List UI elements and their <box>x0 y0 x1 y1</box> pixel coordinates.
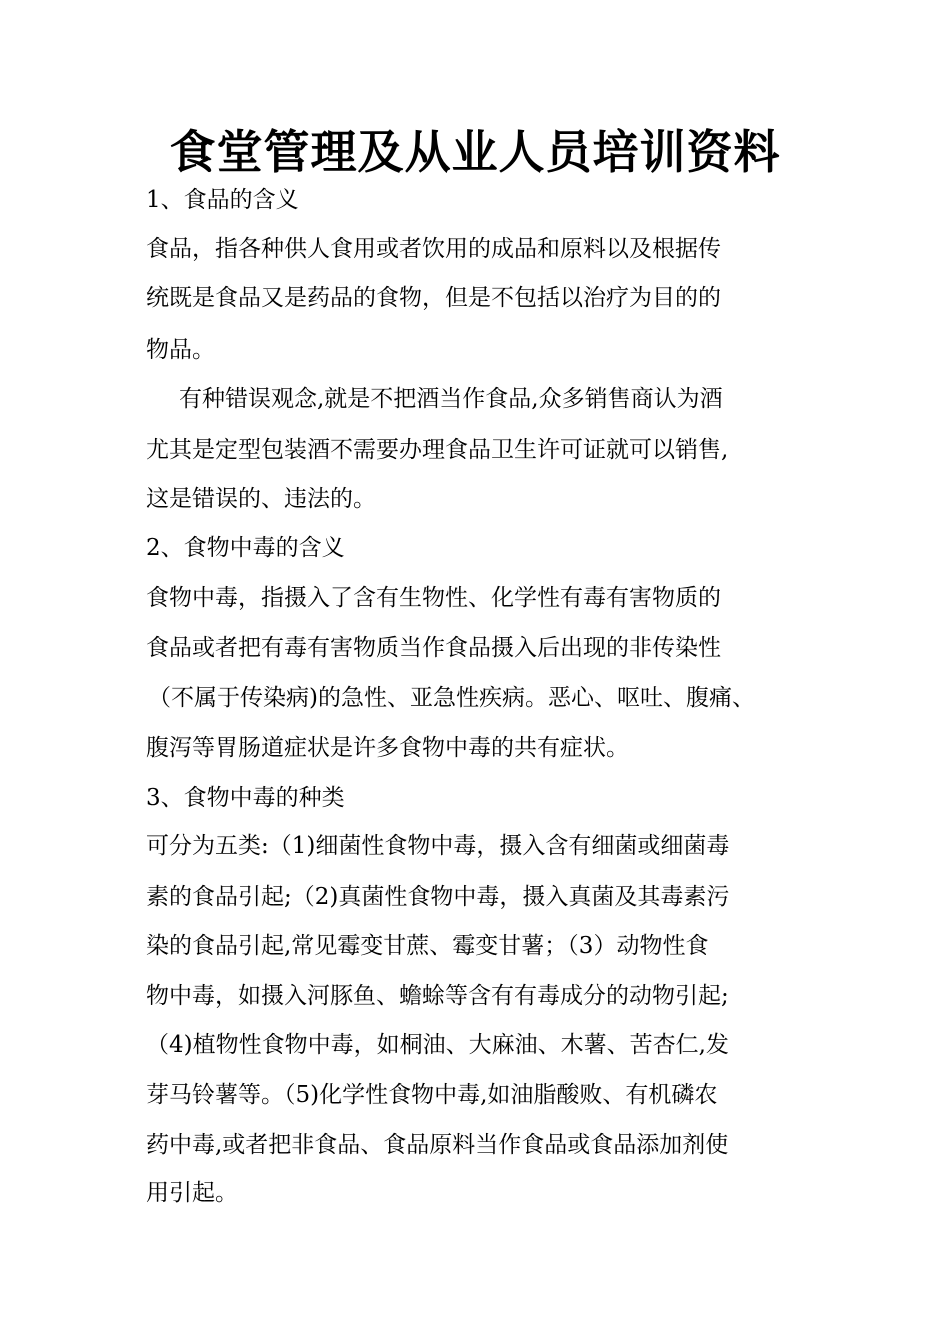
paragraph-line: 食品或者把有毒有害物质当作食品摄入后出现的非传染性 <box>146 635 721 661</box>
paragraph-line: 食物中毒，指摄入了含有生物性、化学性有毒有害物质的 <box>146 585 721 611</box>
paragraph-line: （不属于传染病)的急性、亚急性疾病。恶心、呕吐、腹痛、 <box>148 685 755 711</box>
paragraph-line: 这是错误的、违法的。 <box>146 486 376 512</box>
paragraph-line: 物中毒，如摄入河豚鱼、蟾蜍等含有有毒成分的动物引起; <box>146 983 729 1009</box>
paragraph-line: 芽马铃薯等。（5)化学性食物中毒,如油脂酸败、有机磷农 <box>146 1082 718 1108</box>
paragraph-line: 可分为五类:（1)细菌性食物中毒，摄入含有细菌或细菌毒 <box>146 833 730 859</box>
paragraph-line: 有种错误观念,就是不把酒当作食品,众多销售商认为酒 <box>179 386 723 412</box>
paragraph-line: （4)植物性食物中毒，如桐油、大麻油、木薯、苦杏仁,发 <box>146 1032 729 1058</box>
page-title: 食堂管理及从业人员培训资料 <box>169 125 781 179</box>
paragraph-line: 腹泻等胃肠道症状是许多食物中毒的共有症状。 <box>146 735 629 761</box>
paragraph-line: 素的食品引起;（2)真菌性食物中毒，摄入真菌及其毒素污 <box>146 884 730 910</box>
section-heading-2: 2、食物中毒的含义 <box>146 535 345 561</box>
paragraph-line: 食品，指各种供人食用或者饮用的成品和原料以及根据传 <box>146 236 721 262</box>
paragraph-line: 染的食品引起,常见霉变甘蔗、霉变甘薯；（3）动物性食 <box>146 933 709 959</box>
paragraph-line: 尤其是定型包装酒不需要办理食品卫生许可证就可以销售, <box>146 437 729 463</box>
paragraph-line: 药中毒,或者把非食品、食品原料当作食品或食品添加剂使 <box>146 1132 729 1158</box>
paragraph-line: 用引起。 <box>146 1180 238 1206</box>
section-heading-1: 1、食品的含义 <box>146 187 299 213</box>
paragraph-line: 物品。 <box>146 337 215 363</box>
paragraph-line: 统既是食品又是药品的食物，但是不包括以治疗为目的的 <box>146 285 721 311</box>
section-heading-3: 3、食物中毒的种类 <box>146 785 345 811</box>
